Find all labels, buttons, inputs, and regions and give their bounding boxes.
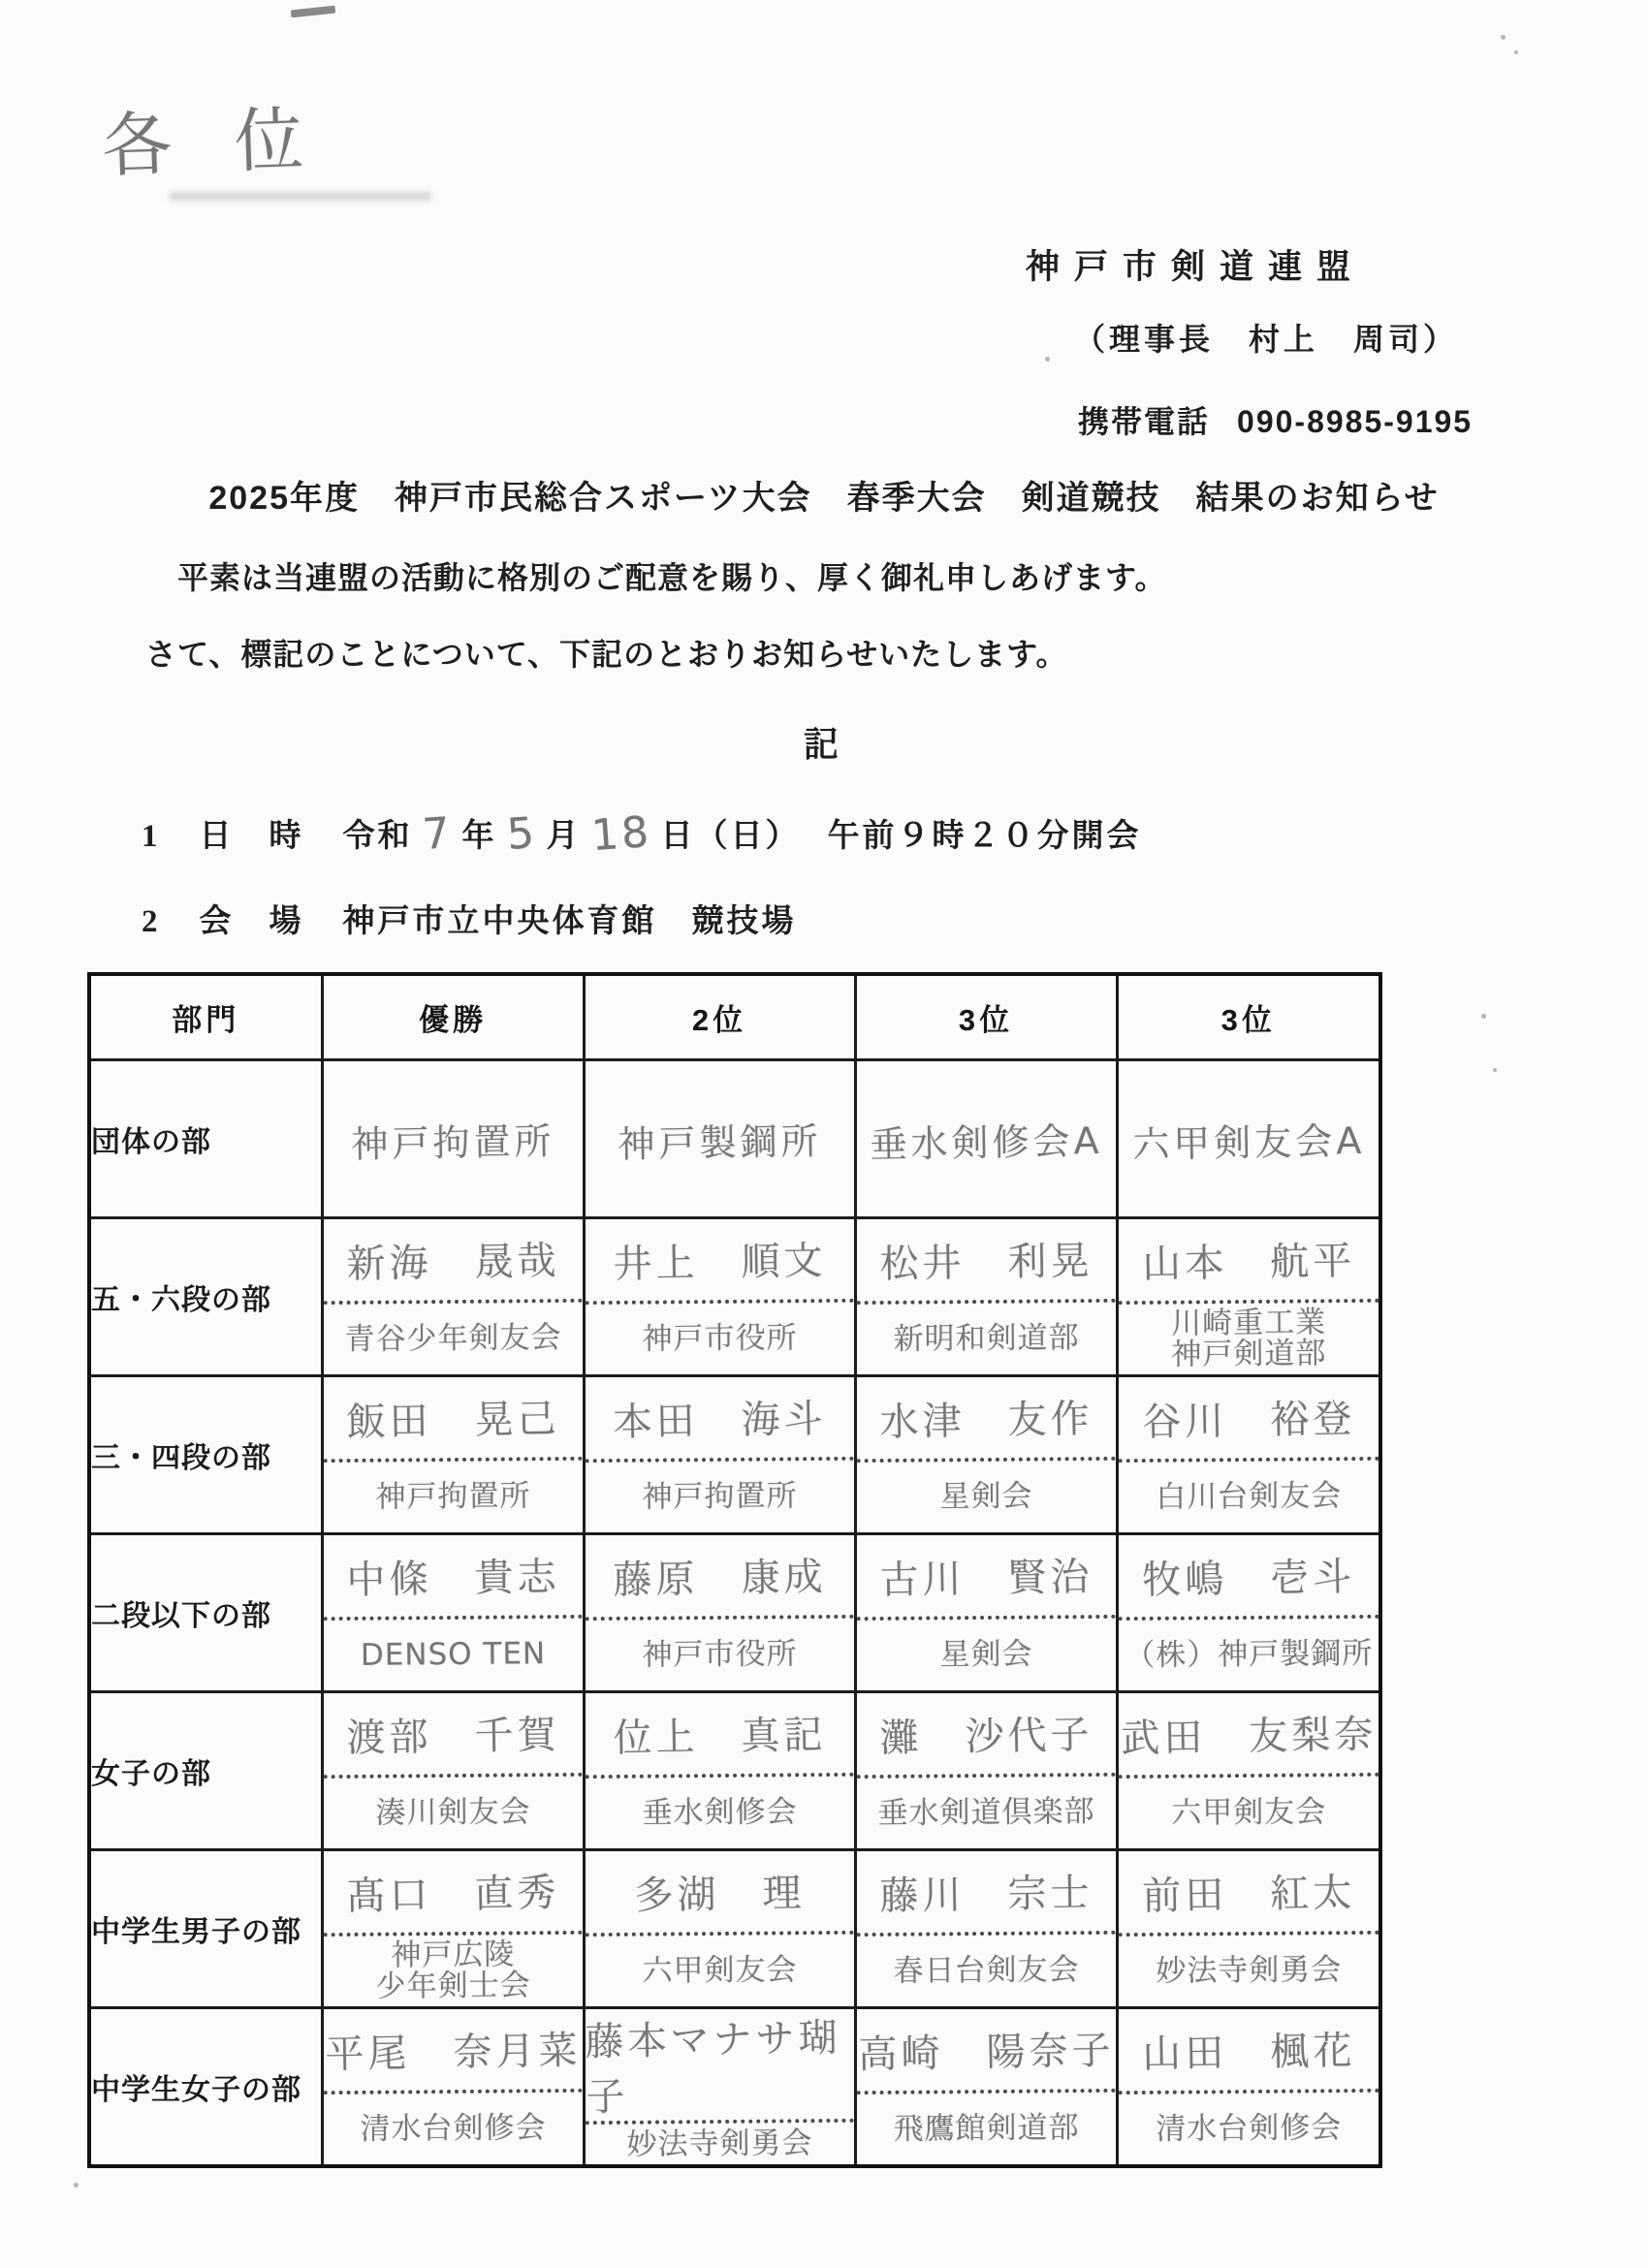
third-a-name: 水津 友作 [878, 1396, 1093, 1445]
item2-number: 2 [142, 904, 161, 939]
result-cell [322, 1059, 584, 1217]
third-a-name: 灘 沙代子 [878, 1712, 1093, 1761]
category-cell: 二段以下の部 [89, 1533, 322, 1691]
third-a-club: 星剣会 [856, 1615, 1116, 1691]
second-name: 神戸製鋼所 [617, 1118, 822, 1165]
winner-club: 湊川剣友会 [323, 1773, 583, 1849]
category-cell: 団体の部 [89, 1059, 322, 1217]
venue-line [142, 896, 797, 941]
third-b-name: 牧嶋 壱斗 [1141, 1554, 1356, 1603]
day-unit: 日（日） [660, 819, 801, 854]
second-club: 神戸拘置所 [585, 1457, 854, 1533]
second-name: 井上 順文 [612, 1238, 827, 1287]
winner-name: 渡部 千賀 [345, 1712, 560, 1761]
sender-phone-line [1078, 397, 1473, 442]
sender-representative: （理事長 村上 周司） [1074, 322, 1459, 357]
third-a-name: 高崎 陽奈子 [857, 2028, 1115, 2078]
winner-club: 神戸広陵 少年剣士会 [323, 1931, 583, 2007]
result-cell [322, 1691, 584, 1849]
result-cell [1117, 1059, 1380, 1217]
category-cell: 女子の部 [89, 1691, 322, 1849]
third-a-club: 星剣会 [856, 1457, 1116, 1533]
winner-club: 神戸拘置所 [323, 1457, 583, 1533]
result-cell [855, 2007, 1117, 2166]
result-cell [855, 1059, 1117, 1217]
result-cell [322, 1849, 584, 2007]
third-b-club: （株）神戸製鋼所 [1118, 1615, 1379, 1691]
pencil-smudge [170, 192, 431, 201]
result-cell [1117, 1691, 1380, 1849]
third-b-club: 川崎重工業 神戸剣道部 [1118, 1299, 1379, 1375]
result-cell [855, 1533, 1117, 1691]
header-category: 部門 [89, 974, 322, 1059]
era-label: 令和 [342, 819, 413, 854]
result-cell [584, 1059, 855, 1217]
month-unit: 月 [546, 819, 582, 854]
second-club: 垂水剣修会 [585, 1773, 854, 1849]
second-club: 妙法寺剣勇会 [585, 2118, 853, 2164]
year-unit: 年 [461, 819, 497, 854]
item2-label: 会 場 [199, 904, 304, 939]
results-table [87, 972, 1382, 2168]
category-cell: 中学生女子の部 [89, 2007, 322, 2166]
scan-speckle [74, 2183, 79, 2188]
result-cell [584, 1691, 855, 1849]
winner-name: 平尾 奈月菜 [324, 2028, 582, 2078]
second-name: 多湖 理 [633, 1871, 806, 1919]
item1-number: 1 [142, 819, 161, 854]
scan-speckle [1514, 50, 1518, 54]
result-cell [584, 1217, 855, 1375]
category-cell: 五・六段の部 [89, 1217, 322, 1375]
table-row-nidan-ika [89, 1533, 1380, 1691]
second-club: 神戸市役所 [585, 1615, 854, 1691]
table-row-jhs-girls [89, 2007, 1380, 2166]
table-header-row [89, 974, 1380, 1059]
winner-name: 新海 晟哉 [345, 1238, 560, 1287]
winner-name: 神戸拘置所 [350, 1118, 555, 1165]
winner-name: 髙口 直秀 [345, 1870, 560, 1919]
third-a-name: 藤川 宗士 [878, 1870, 1093, 1919]
third-a-club: 新明和剣道部 [856, 1299, 1116, 1375]
header-second-place: 2位 [584, 974, 855, 1059]
result-cell [322, 1217, 584, 1375]
venue-value: 神戸市立中央体育館 競技場 [342, 904, 797, 939]
result-cell [1117, 1375, 1380, 1533]
result-cell [855, 1691, 1117, 1849]
item1-label: 日 時 [199, 819, 304, 854]
third-a-club: 春日台剣友会 [856, 1931, 1116, 2007]
result-cell [322, 2007, 584, 2166]
third-a-name: 垂水剣修会A [869, 1118, 1103, 1166]
header-third-place-a: 3位 [855, 974, 1117, 1059]
document-title: 2025年度 神戸市民総合スポーツ大会 春季大会 剣道競技 結果のお知らせ [208, 480, 1440, 517]
winner-club: DENSO TEN [323, 1615, 583, 1691]
second-club: 神戸市役所 [585, 1299, 854, 1375]
third-b-club: 白川台剣友会 [1118, 1457, 1379, 1533]
second-name: 藤本マナサ瑚子 [584, 2015, 841, 2120]
winner-name: 飯田 晃己 [345, 1396, 560, 1445]
winner-club: 青谷少年剣友会 [323, 1299, 583, 1375]
third-b-name: 谷川 裕登 [1141, 1396, 1356, 1445]
third-b-name: 前田 紅太 [1141, 1870, 1356, 1919]
result-cell [584, 1533, 855, 1691]
table-row-women [89, 1691, 1380, 1849]
third-a-name: 松井 利晃 [878, 1238, 1093, 1287]
scan-speckle [1493, 1068, 1497, 1072]
category-cell: 中学生男子の部 [89, 1849, 322, 2007]
table-row-jhs-boys [89, 1849, 1380, 2007]
third-b-name: 山本 航平 [1141, 1238, 1356, 1287]
header-third-place-b: 3位 [1117, 974, 1380, 1059]
result-cell [584, 1849, 855, 2007]
third-a-name: 古川 賢治 [878, 1554, 1093, 1603]
handwritten-day: 18 [588, 806, 653, 862]
category-cell: 三・四段の部 [89, 1375, 322, 1533]
recipient-note: 各位 [100, 96, 367, 187]
handwritten-month: 5 [504, 807, 539, 861]
opening-time: 午前９時２０分開会 [827, 819, 1142, 854]
third-b-club: 妙法寺剣勇会 [1118, 1931, 1379, 2007]
second-club: 六甲剣友会 [585, 1931, 854, 2007]
scan-speckle [1501, 35, 1505, 40]
result-cell [322, 1533, 584, 1691]
result-cell [322, 1375, 584, 1533]
phone-label: 携帯電話 [1078, 404, 1211, 439]
third-b-name: 六甲剣友会A [1131, 1118, 1366, 1166]
handwritten-year: 7 [420, 807, 455, 861]
third-b-name: 武田 友梨奈 [1120, 1712, 1378, 1762]
second-name: 位上 真記 [612, 1712, 827, 1761]
result-cell [1117, 1849, 1380, 2007]
table-row-godan-rokudan [89, 1217, 1380, 1375]
third-a-club: 垂水剣道倶楽部 [856, 1773, 1116, 1849]
notice-paragraph: さて、標記のことについて、下記のとおりお知らせいたします。 [145, 637, 1068, 672]
winner-club: 清水台剣修会 [323, 2089, 583, 2165]
second-name: 藤原 康成 [612, 1554, 827, 1603]
date-line [142, 806, 1142, 862]
result-cell [855, 1849, 1117, 2007]
second-name: 本田 海斗 [612, 1396, 827, 1445]
scan-speckle [1481, 1014, 1486, 1019]
record-marker: 記 [803, 725, 844, 764]
result-cell [855, 1375, 1117, 1533]
sender-org-name: 神戸市剣道連盟 [1026, 248, 1366, 286]
result-cell [855, 1217, 1117, 1375]
third-a-club: 飛鷹館剣道部 [856, 2089, 1116, 2165]
table-row-team [89, 1059, 1380, 1217]
scan-speckle [1045, 357, 1050, 362]
result-cell [584, 2007, 855, 2166]
greeting-paragraph: 平素は当連盟の活動に格別のご配意を賜り、厚く御礼申しあげます。 [177, 560, 1167, 595]
third-b-club: 六甲剣友会 [1118, 1773, 1379, 1849]
scan-artifact [291, 6, 336, 18]
result-cell [1117, 1217, 1380, 1375]
third-b-name: 山田 楓花 [1141, 2028, 1356, 2077]
result-cell [1117, 1533, 1380, 1691]
result-cell [584, 1375, 855, 1533]
winner-name: 中條 貴志 [345, 1554, 560, 1603]
header-first-place: 優勝 [322, 974, 584, 1059]
third-b-club: 清水台剣修会 [1118, 2089, 1379, 2165]
phone-number: 090-8985-9195 [1237, 404, 1474, 439]
table-row-sandan-yondan [89, 1375, 1380, 1533]
result-cell [1117, 2007, 1380, 2166]
